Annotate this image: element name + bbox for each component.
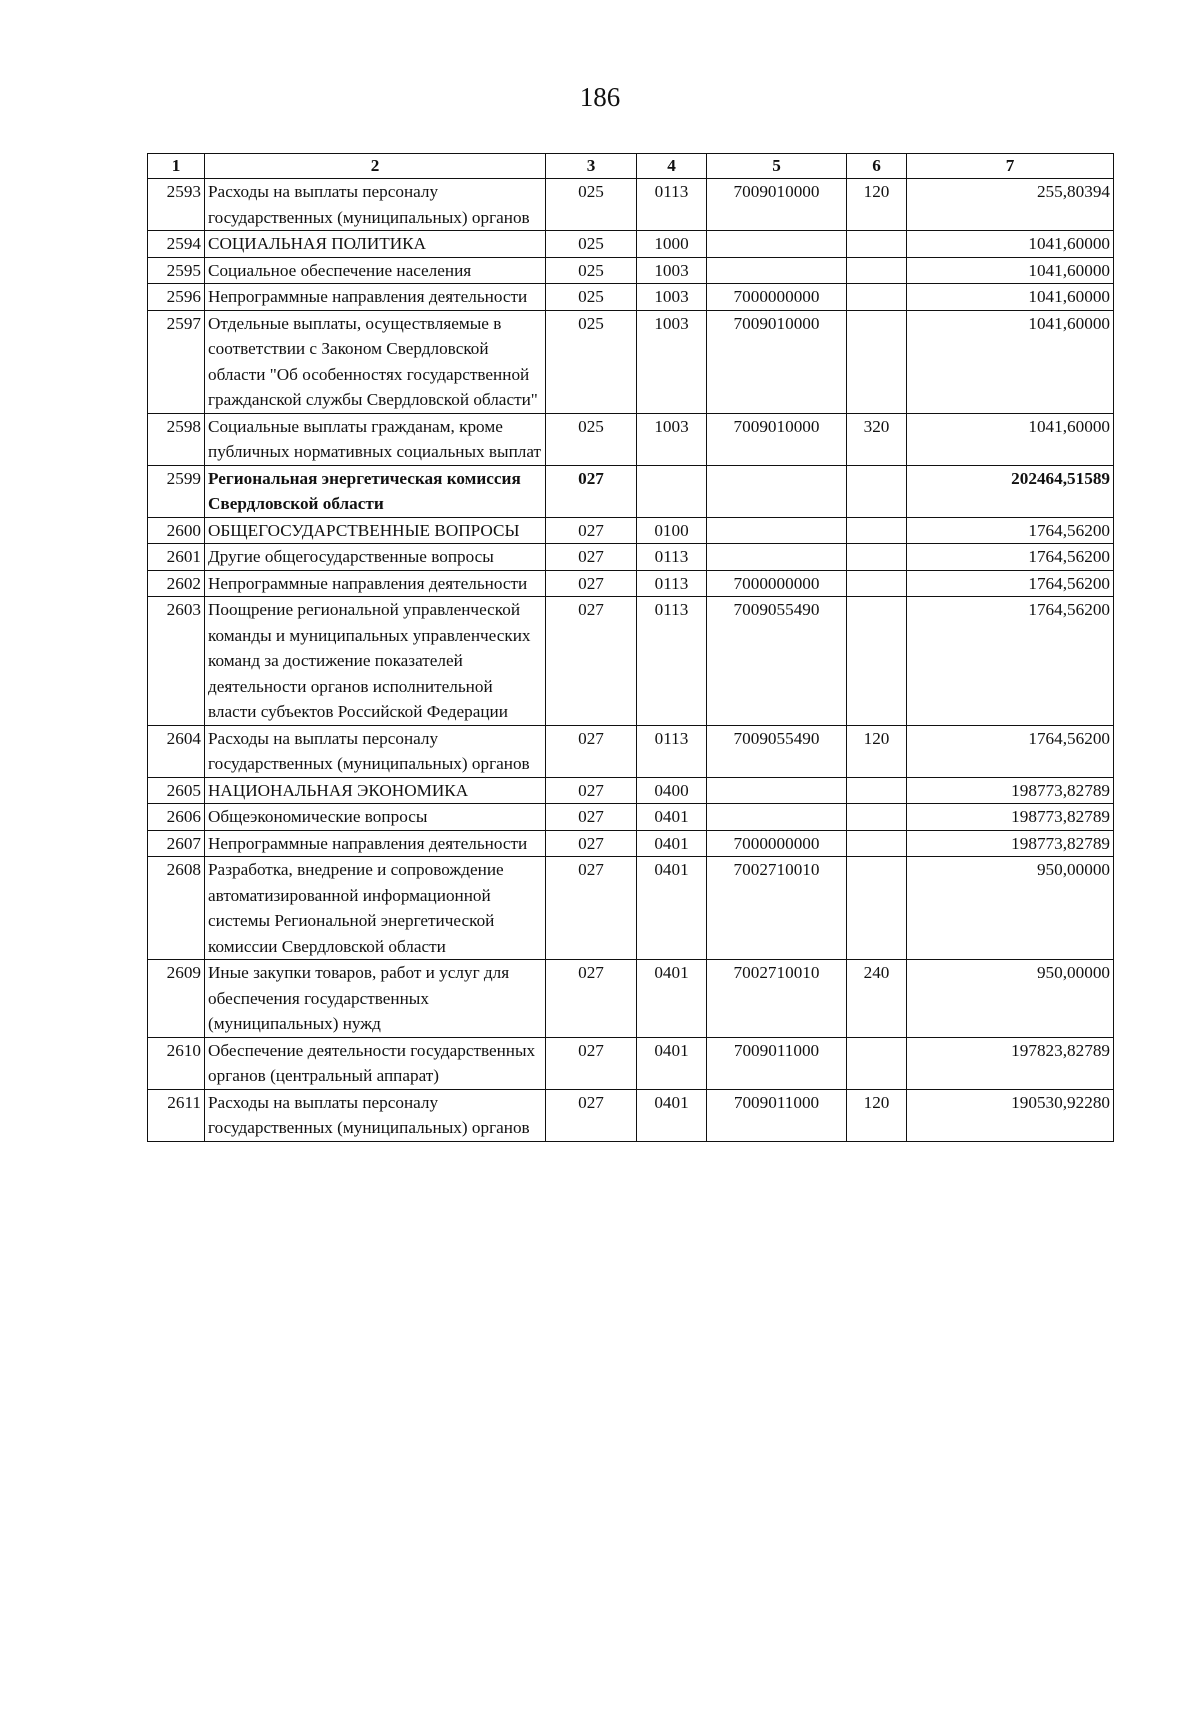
expense-type-code	[847, 570, 907, 597]
ministry-code: 027	[546, 1037, 637, 1089]
target-article-code	[707, 257, 847, 284]
amount-value: 1764,56200	[907, 570, 1114, 597]
target-article-code: 7009010000	[707, 413, 847, 465]
section-code: 1003	[637, 310, 707, 413]
ministry-code: 027	[546, 777, 637, 804]
ministry-code: 027	[546, 544, 637, 571]
row-number: 2607	[148, 830, 205, 857]
amount-value: 198773,82789	[907, 830, 1114, 857]
table-body	[148, 179, 1114, 1142]
table-row	[148, 804, 1114, 831]
table-row	[148, 777, 1114, 804]
table-row	[148, 465, 1114, 517]
row-number: 2605	[148, 777, 205, 804]
amount-value: 1041,60000	[907, 257, 1114, 284]
ministry-code: 027	[546, 1089, 637, 1141]
amount-value: 198773,82789	[907, 777, 1114, 804]
ministry-code: 027	[546, 465, 637, 517]
target-article-code: 7009010000	[707, 179, 847, 231]
table-row	[148, 284, 1114, 311]
ministry-code: 027	[546, 570, 637, 597]
item-name: Отдельные выплаты, осуществляемые в соответствии с Законом Свердловской области "Об особенностях государственной гражданской службы Свердловской области"	[205, 310, 546, 413]
ministry-code: 027	[546, 517, 637, 544]
target-article-code	[707, 517, 847, 544]
row-number: 2599	[148, 465, 205, 517]
target-article-code: 7000000000	[707, 284, 847, 311]
amount-value: 1764,56200	[907, 517, 1114, 544]
section-code: 0401	[637, 830, 707, 857]
row-number: 2610	[148, 1037, 205, 1089]
expense-type-code	[847, 517, 907, 544]
section-code: 1000	[637, 231, 707, 258]
section-code: 1003	[637, 284, 707, 311]
table-row	[148, 725, 1114, 777]
target-article-code: 7009055490	[707, 725, 847, 777]
row-number: 2608	[148, 857, 205, 960]
target-article-code: 7009010000	[707, 310, 847, 413]
expense-type-code	[847, 465, 907, 517]
section-code: 0113	[637, 179, 707, 231]
item-name: Социальное обеспечение населения	[205, 257, 546, 284]
target-article-code: 7009011000	[707, 1089, 847, 1141]
expense-type-code: 120	[847, 725, 907, 777]
target-article-code: 7000000000	[707, 570, 847, 597]
row-number: 2602	[148, 570, 205, 597]
ministry-code: 025	[546, 284, 637, 311]
target-article-code	[707, 544, 847, 571]
ministry-code: 025	[546, 179, 637, 231]
ministry-code: 027	[546, 725, 637, 777]
section-code: 1003	[637, 413, 707, 465]
item-name: СОЦИАЛЬНАЯ ПОЛИТИКА	[205, 231, 546, 258]
section-code: 1003	[637, 257, 707, 284]
amount-value: 950,00000	[907, 857, 1114, 960]
item-name: ОБЩЕГОСУДАРСТВЕННЫЕ ВОПРОСЫ	[205, 517, 546, 544]
expense-type-code	[847, 257, 907, 284]
header-row	[148, 154, 1114, 179]
ministry-code: 025	[546, 231, 637, 258]
amount-value: 1041,60000	[907, 413, 1114, 465]
table-row	[148, 570, 1114, 597]
amount-value: 198773,82789	[907, 804, 1114, 831]
table-row	[148, 257, 1114, 284]
table-row	[148, 960, 1114, 1038]
row-number: 2596	[148, 284, 205, 311]
item-name: Поощрение региональной управленческой команды и муниципальных управленческих команд за достижение показателей деятельности органов исполнительной власти субъектов Российской Федерации	[205, 597, 546, 726]
item-name: Региональная энергетическая комиссия Свердловской области	[205, 465, 546, 517]
section-code	[637, 465, 707, 517]
ministry-code: 027	[546, 804, 637, 831]
row-number: 2595	[148, 257, 205, 284]
column-header: 3	[546, 154, 637, 179]
table-row	[148, 179, 1114, 231]
amount-value: 1764,56200	[907, 544, 1114, 571]
target-article-code	[707, 777, 847, 804]
row-number: 2597	[148, 310, 205, 413]
ministry-code: 025	[546, 413, 637, 465]
section-code: 0100	[637, 517, 707, 544]
expense-type-code: 120	[847, 179, 907, 231]
expense-type-code	[847, 231, 907, 258]
item-name: Разработка, внедрение и сопровождение автоматизированной информационной системы Региональной энергетической комиссии Свердловской области	[205, 857, 546, 960]
column-header: 4	[637, 154, 707, 179]
page-number: 186	[579, 82, 621, 112]
item-name: Другие общегосударственные вопросы	[205, 544, 546, 571]
expense-type-code	[847, 804, 907, 831]
section-code: 0113	[637, 570, 707, 597]
table-row	[148, 857, 1114, 960]
amount-value: 950,00000	[907, 960, 1114, 1038]
table-row	[148, 1089, 1114, 1141]
expense-type-code	[847, 284, 907, 311]
ministry-code: 025	[546, 310, 637, 413]
row-number: 2593	[148, 179, 205, 231]
item-name: Социальные выплаты гражданам, кроме публичных нормативных социальных выплат	[205, 413, 546, 465]
expense-type-code	[847, 310, 907, 413]
ministry-code: 027	[546, 597, 637, 726]
item-name: НАЦИОНАЛЬНАЯ ЭКОНОМИКА	[205, 777, 546, 804]
item-name: Расходы на выплаты персоналу государственных (муниципальных) органов	[205, 1089, 546, 1141]
row-number: 2604	[148, 725, 205, 777]
table-row	[148, 517, 1114, 544]
row-number: 2594	[148, 231, 205, 258]
target-article-code: 7000000000	[707, 830, 847, 857]
item-name: Расходы на выплаты персоналу государственных (муниципальных) органов	[205, 179, 546, 231]
expense-type-code: 320	[847, 413, 907, 465]
budget-table	[147, 153, 1114, 1142]
section-code: 0401	[637, 857, 707, 960]
target-article-code	[707, 465, 847, 517]
target-article-code: 7002710010	[707, 857, 847, 960]
row-number: 2609	[148, 960, 205, 1038]
table-row	[148, 1037, 1114, 1089]
expense-type-code	[847, 597, 907, 726]
row-number: 2601	[148, 544, 205, 571]
table-row	[148, 310, 1114, 413]
table-row	[148, 597, 1114, 726]
section-code: 0401	[637, 1089, 707, 1141]
section-code: 0401	[637, 960, 707, 1038]
item-name: Непрограммные направления деятельности	[205, 570, 546, 597]
table-header	[148, 154, 1114, 179]
target-article-code: 7009011000	[707, 1037, 847, 1089]
row-number: 2606	[148, 804, 205, 831]
amount-value: 1041,60000	[907, 231, 1114, 258]
column-header: 5	[707, 154, 847, 179]
row-number: 2603	[148, 597, 205, 726]
section-code: 0400	[637, 777, 707, 804]
section-code: 0113	[637, 544, 707, 571]
ministry-code: 027	[546, 830, 637, 857]
item-name: Общеэкономические вопросы	[205, 804, 546, 831]
table-row	[148, 413, 1114, 465]
amount-value: 202464,51589	[907, 465, 1114, 517]
expense-type-code	[847, 830, 907, 857]
row-number: 2598	[148, 413, 205, 465]
amount-value: 1764,56200	[907, 725, 1114, 777]
expense-type-code: 120	[847, 1089, 907, 1141]
table-row	[148, 830, 1114, 857]
amount-value: 255,80394	[907, 179, 1114, 231]
amount-value: 1041,60000	[907, 310, 1114, 413]
column-header: 7	[907, 154, 1114, 179]
item-name: Расходы на выплаты персоналу государственных (муниципальных) органов	[205, 725, 546, 777]
table-row	[148, 544, 1114, 571]
table-row	[148, 231, 1114, 258]
expense-type-code	[847, 857, 907, 960]
row-number: 2611	[148, 1089, 205, 1141]
target-article-code: 7009055490	[707, 597, 847, 726]
section-code: 0401	[637, 804, 707, 831]
column-header: 2	[205, 154, 546, 179]
amount-value: 1041,60000	[907, 284, 1114, 311]
ministry-code: 025	[546, 257, 637, 284]
section-code: 0113	[637, 725, 707, 777]
amount-value: 197823,82789	[907, 1037, 1114, 1089]
expense-type-code	[847, 777, 907, 804]
section-code: 0401	[637, 1037, 707, 1089]
target-article-code: 7002710010	[707, 960, 847, 1038]
expense-type-code	[847, 544, 907, 571]
ministry-code: 027	[546, 960, 637, 1038]
column-header: 6	[847, 154, 907, 179]
amount-value: 190530,92280	[907, 1089, 1114, 1141]
expense-type-code: 240	[847, 960, 907, 1038]
item-name: Иные закупки товаров, работ и услуг для обеспечения государственных (муниципальных) нужд	[205, 960, 546, 1038]
amount-value: 1764,56200	[907, 597, 1114, 726]
row-number: 2600	[148, 517, 205, 544]
section-code: 0113	[637, 597, 707, 726]
column-header: 1	[148, 154, 205, 179]
item-name: Непрограммные направления деятельности	[205, 284, 546, 311]
expense-type-code	[847, 1037, 907, 1089]
target-article-code	[707, 231, 847, 258]
item-name: Непрограммные направления деятельности	[205, 830, 546, 857]
ministry-code: 027	[546, 857, 637, 960]
item-name: Обеспечение деятельности государственных органов (центральный аппарат)	[205, 1037, 546, 1089]
target-article-code	[707, 804, 847, 831]
